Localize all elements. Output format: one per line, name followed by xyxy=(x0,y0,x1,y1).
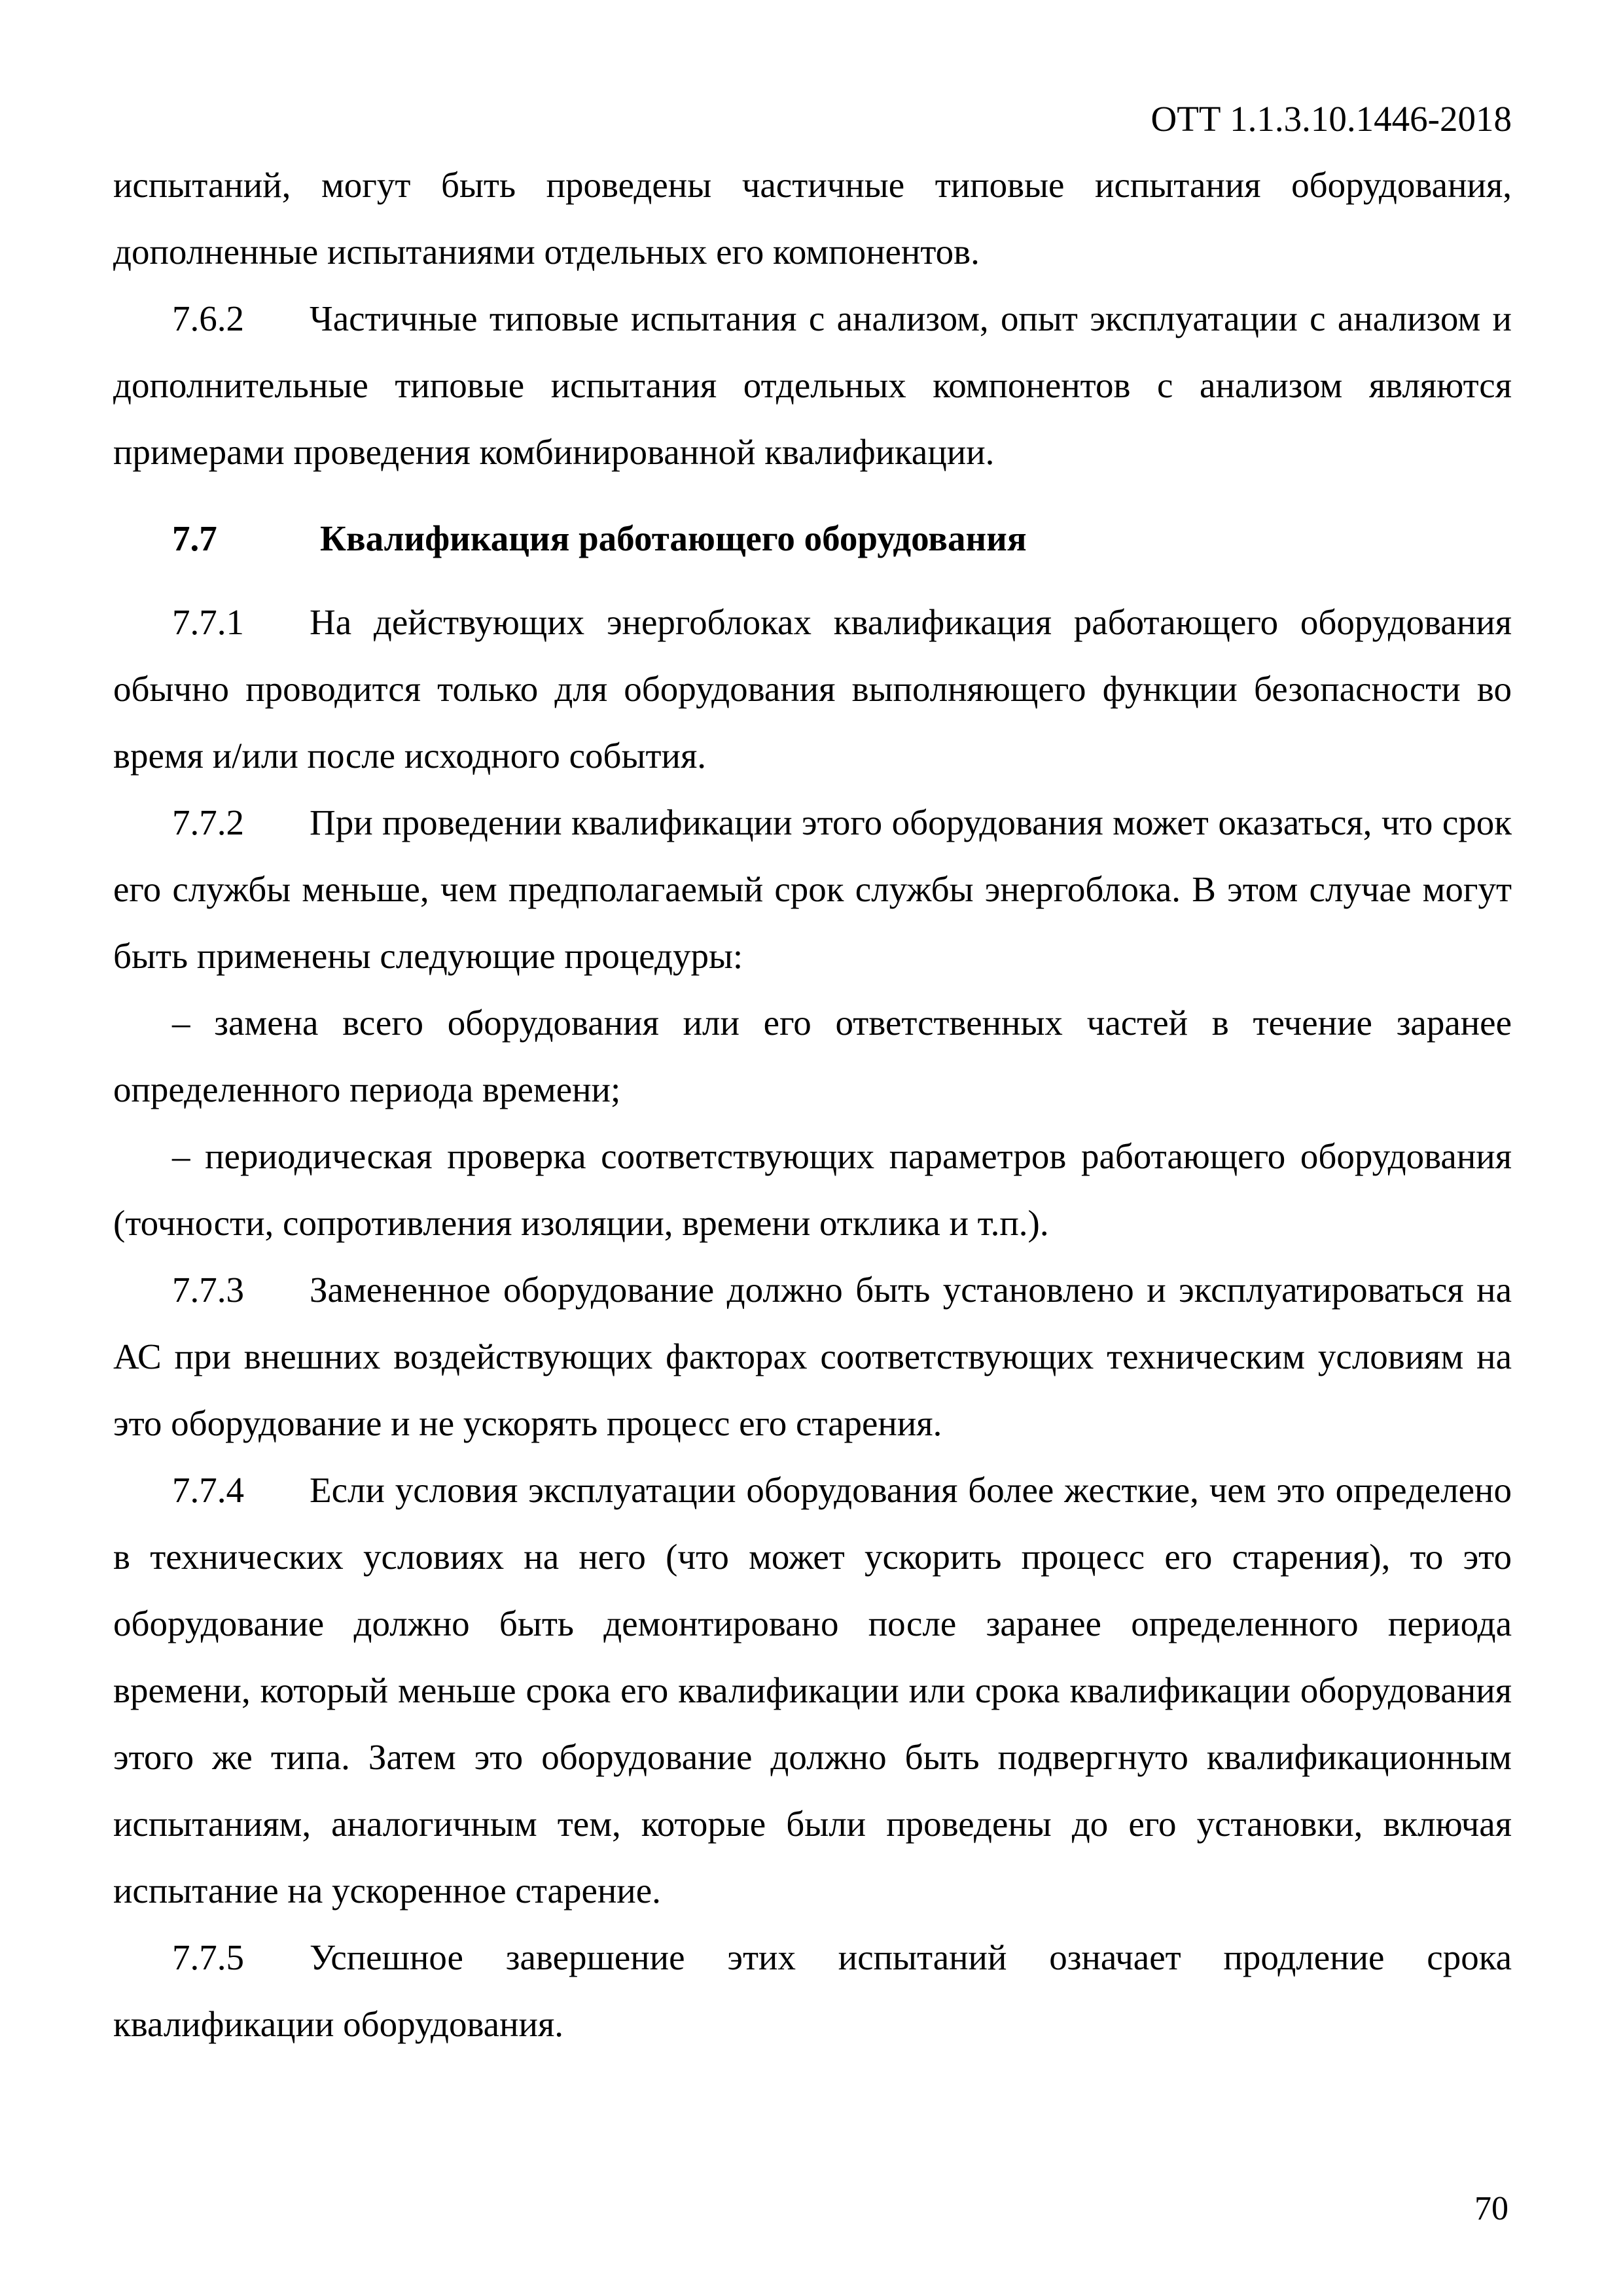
paragraph-number: 7.7.4 xyxy=(172,1470,244,1510)
paragraph-text: Частичные типовые испытания с анализом, опыт эксплуатации с анализом и дополнительные типовые испытания отдельных компонентов с анализом являются примерами проведения комбинированной квалификации. xyxy=(113,298,1512,472)
paragraph-text: При проведении квалификации этого оборудования может оказаться, что срок его службы меньше, чем предполагаемый срок службы энергоблока. В этом случае могут быть применены следующие процедуры: xyxy=(113,802,1512,976)
paragraph-7-7-1 xyxy=(113,589,1512,789)
section-number: 7.7 xyxy=(172,518,217,558)
section-title: Квалификация работающего оборудования xyxy=(320,518,1027,558)
paragraph-number: 7.7.1 xyxy=(172,602,244,642)
paragraph-number: 7.7.5 xyxy=(172,1937,244,1977)
paragraph-text: Замененное оборудование должно быть установлено и эксплуатироваться на АС при внешних воздействующих факторах соответствующих техническим условиям на это оборудование и не ускорять процесс его старения. xyxy=(113,1270,1512,1443)
list-item: – периодическая проверка соответствующих параметров работающего оборудования (точности, сопротивления изоляции, времени отклика и т.п.). xyxy=(113,1136,1512,1243)
section-heading-7-7 xyxy=(113,503,1512,575)
paragraph-text: Если условия эксплуатации оборудования более жесткие, чем это определено в технических условиях на него (что может ускорить процесс его старения), то это оборудование должно быть демонтировано после заранее определенного периода времени, который меньше срока его квалификации или срока квалификации оборудования этого же типа. Затем это оборудование должно быть подвергнуто квалификационным испытаниям, аналогичным тем, которые были проведены до его установки, включая испытание на ускоренное старение. xyxy=(113,1470,1512,1910)
paragraph-text: На действующих энергоблоках квалификация работающего оборудования обычно проводится только для оборудования выполняющего функции безопасности во время и/или после исходного события. xyxy=(113,602,1512,776)
paragraph-7-7-4 xyxy=(113,1457,1512,1924)
paragraph-number: 7.7.2 xyxy=(172,802,244,842)
document-code-header: ОТТ 1.1.3.10.1446-2018 xyxy=(1150,99,1512,139)
continued-paragraph: испытаний, могут быть проведены частичные типовые испытания оборудования, дополненные испытаниями отдельных его компонентов. xyxy=(113,165,1512,272)
paragraph-7-7-2 xyxy=(113,789,1512,990)
paragraph-7-7-3 xyxy=(113,1257,1512,1457)
list-item: – замена всего оборудования или его ответственных частей в течение заранее определенного периода времени; xyxy=(113,1003,1512,1109)
paragraph-number: 7.6.2 xyxy=(172,298,244,338)
paragraph-number: 7.7.3 xyxy=(172,1270,244,1310)
paragraph-7-6-2 xyxy=(113,285,1512,486)
document-body xyxy=(113,152,1512,2058)
paragraph-7-7-5 xyxy=(113,1924,1512,2058)
paragraph-text: Успешное завершение этих испытаний означает продление срока квалификации оборудования. xyxy=(113,1937,1512,2044)
page-number: 70 xyxy=(1474,2190,1508,2227)
